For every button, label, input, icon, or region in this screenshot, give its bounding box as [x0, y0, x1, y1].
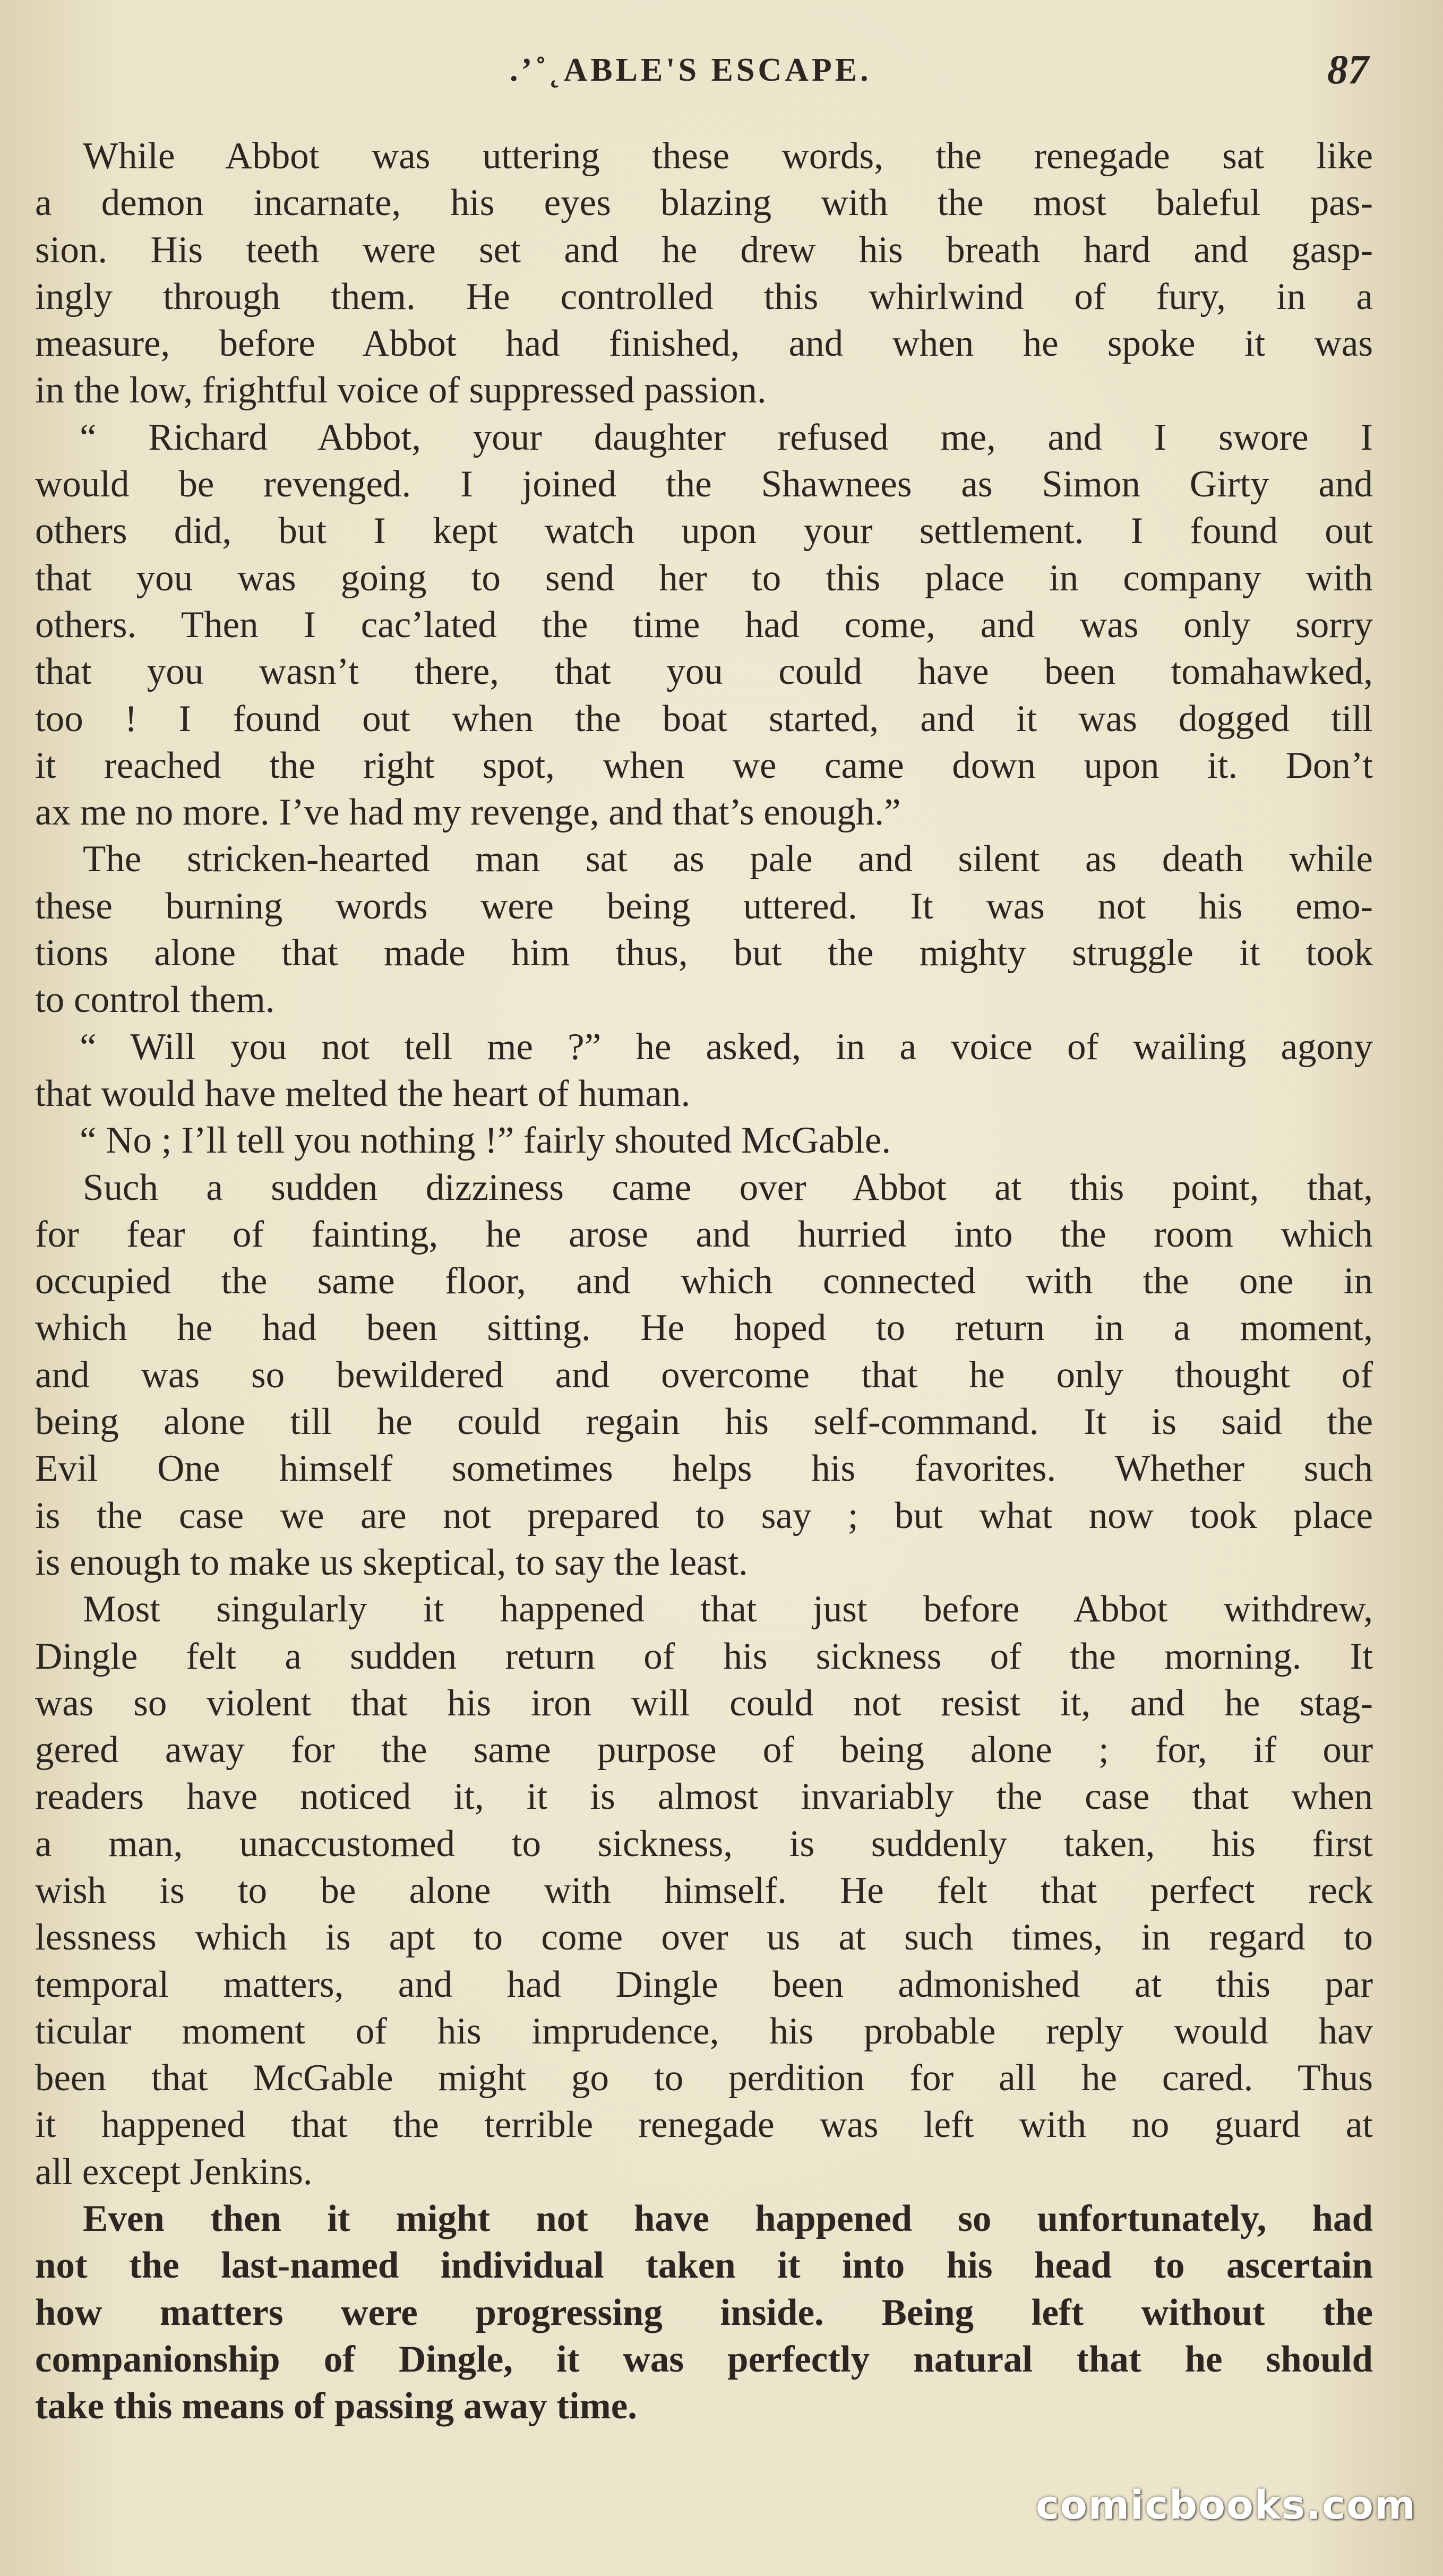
text-line: is the case we are not prepared to say ; but what now took place — [35, 1495, 1373, 1536]
text-line: others. Then I cac’lated the time had come, and was only sorry — [35, 604, 1373, 646]
text-line: how matters were progressing inside. Being left without the — [35, 2291, 1373, 2333]
text-line: readers have noticed it, it is almost invariably the case that when — [35, 1776, 1373, 1818]
text-line: too ! I found out when the boat started, and it was dogged till — [35, 698, 1373, 740]
running-head — [0, 46, 1443, 92]
text-line: which he had been sitting. He hoped to return in a moment, — [35, 1307, 1373, 1349]
text-line: a man, unaccustomed to sickness, is suddenly taken, his first — [35, 1823, 1373, 1865]
text-line: not the last-named individual taken it into his head to ascertain — [35, 2245, 1373, 2287]
text-line: “ No ; I’ll tell you nothing !” fairly shouted McGable. — [80, 1120, 891, 1162]
text-line: tions alone that made him thus, but the mighty struggle it took — [35, 932, 1373, 974]
text-line: The stricken-hearted man sat as pale and silent as death while — [83, 838, 1373, 880]
text-line: all except Jenkins. — [35, 2151, 313, 2193]
text-line: for fear of fainting, he arose and hurried into the room which — [35, 1213, 1373, 1255]
text-line: that you wasn’t there, that you could have been tomahawked, — [35, 651, 1373, 693]
text-line: others did, but I kept watch upon your settlement. I found out — [35, 510, 1373, 552]
text-line: ingly through them. He controlled this whirlwind of fury, in a — [35, 276, 1373, 317]
text-line: occupied the same floor, and which connected with the one in — [35, 1260, 1373, 1302]
text-line: companionship of Dingle, it was perfectly natural that he should — [35, 2338, 1373, 2380]
text-line: been that McGable might go to perdition for all he cared. Thus — [35, 2057, 1373, 2099]
text-line: Such a sudden dizziness came over Abbot at this point, that, — [83, 1166, 1373, 1208]
page-number: 87 — [1327, 46, 1369, 92]
text-line: take this means of passing away time. — [35, 2385, 638, 2427]
text-line: it happened that the terrible renegade was left with no guard at — [35, 2104, 1373, 2146]
text-line: that you was going to send her to this place in company with — [35, 557, 1373, 599]
text-line: While Abbot was uttering these words, the renegade sat like — [83, 135, 1373, 177]
watermark: comicbooks.com — [1036, 2483, 1416, 2528]
text-line: would be revenged. I joined the Shawnees as Simon Girty and — [35, 463, 1373, 505]
text-line: “ Will you not tell me ?” he asked, in a voice of wailing agony — [80, 1026, 1373, 1068]
body-text — [35, 133, 1373, 2430]
text-line: to control them. — [35, 979, 275, 1021]
text-line: Evil One himself sometimes helps his favorites. Whether such — [35, 1448, 1373, 1490]
running-title: .’˚˛ABLE'S ESCAPE. — [510, 52, 872, 88]
text-line: these burning words were being uttered. It was not his emo- — [35, 885, 1373, 927]
text-line: wish is to be alone with himself. He felt that perfect reck — [35, 1869, 1373, 1911]
text-line: ax me no more. I’ve had my revenge, and that’s enough.” — [35, 792, 901, 834]
text-line: being alone till he could regain his self-command. It is said the — [35, 1401, 1373, 1443]
text-line: temporal matters, and had Dingle been admonished at this par — [35, 1963, 1373, 2005]
text-line: Dingle felt a sudden return of his sickness of the morning. It — [35, 1635, 1373, 1677]
text-line: that would have melted the heart of human. — [35, 1072, 691, 1114]
text-line: is enough to make us skeptical, to say the least. — [35, 1541, 748, 1583]
text-line: “ Richard Abbot, your daughter refused me, and I swore I — [80, 416, 1373, 458]
text-line: sion. His teeth were set and he drew his breath hard and gasp- — [35, 229, 1373, 271]
text-line: and was so bewildered and overcome that he only thought of — [35, 1354, 1373, 1396]
text-line: lessness which is apt to come over us at such times, in regard to — [35, 1917, 1373, 1959]
text-line: a demon incarnate, his eyes blazing with the most baleful pas- — [35, 182, 1373, 224]
text-line: ticular moment of his imprudence, his probable reply would hav — [35, 2010, 1373, 2052]
text-line: measure, before Abbot had finished, and when he spoke it was — [35, 323, 1373, 365]
text-line: gered away for the same purpose of being alone ; for, if our — [35, 1729, 1373, 1771]
text-line: Even then it might not have happened so unfortunately, had — [83, 2198, 1373, 2240]
text-line: Most singularly it happened that just before Abbot withdrew, — [83, 1588, 1373, 1630]
text-line: it reached the right spot, when we came down upon it. Don’t — [35, 744, 1373, 786]
text-line: was so violent that his iron will could not resist it, and he stag- — [35, 1682, 1373, 1724]
text-line: in the low, frightful voice of suppressed passion. — [35, 370, 767, 411]
